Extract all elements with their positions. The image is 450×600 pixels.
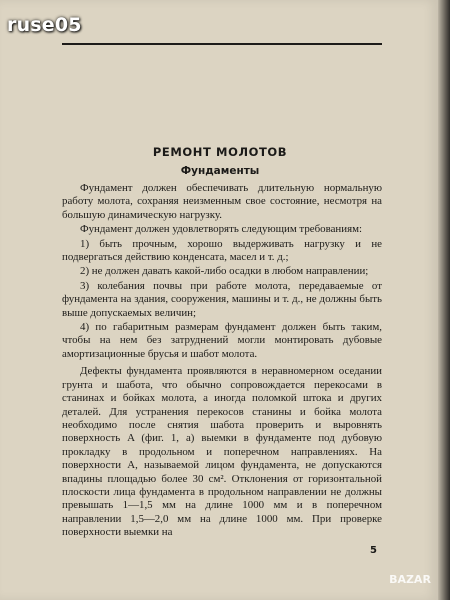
paragraph-4: 2) не должен давать какой-либо осадки в любом направлении; (80, 265, 369, 278)
shop-logo (384, 564, 436, 594)
paragraph-7: Дефекты фундамента проявляются в неравномерном оседании грунта и шабота, что обычно сопровождается перекосами в станинах и бойках молота, а иногда поломкой штока и других деталей. Для устранения перекосов станины и бойка молота необходимо после снятия шабота проверить и выровнять поверхность A (фиг. 1, a) выемки в фундаменте под дубовую прокладку в продольном и поперечном направлениях. На поверхности A, называемой лицом фундамента, не допускаются впадины площадью более 30 см². Отклонения от горизонтальной плоскости лица фундамента в продольном направлении не должны превышать 1—1,5 мм на длине 1000 мм и в поперечном направлении 1,5—2,0 мм на длине 1000 мм. При проверке поверхности выемки на (62, 365, 382, 539)
seller-watermark (7, 14, 82, 36)
chapter-title: РЕМОНТ МОЛОТОВ (152, 145, 288, 159)
page-number: 5 (370, 545, 377, 556)
paragraph-5: 3) колебания почвы при работе молота, передаваемые от фундамента на здания, сооружения, машины и т. д., не должны быть выше допускаемых величин; (62, 279, 382, 319)
paragraph-2: Фундамент должен удовлетворять следующим требованиям: (80, 223, 363, 236)
header-rule (62, 43, 382, 45)
shop-logo-text: BAZAR (389, 572, 431, 586)
paragraph-1: Фундамент должен обеспечивать длительную нормальную работу молота, сохраняя неизменным свое состояние, несмотря на большую динамическую нагрузку. (62, 182, 382, 221)
paragraph-6: 4) по габаритным размерам фундамент должен быть таким, чтобы на нем без затруднений могли монтировать дубовые амортизационные брусья и шабот молота. (62, 321, 382, 360)
watermark-text: ruse05 (7, 14, 82, 36)
page-edge-shadow (438, 0, 450, 600)
body-text (62, 182, 382, 541)
section-subtitle: Фундаменты (180, 165, 260, 177)
paragraph-3: 1) быть прочным, хорошо выдерживать нагрузку и не подвергаться действию конденсата, масел и т. д.; (62, 237, 382, 264)
